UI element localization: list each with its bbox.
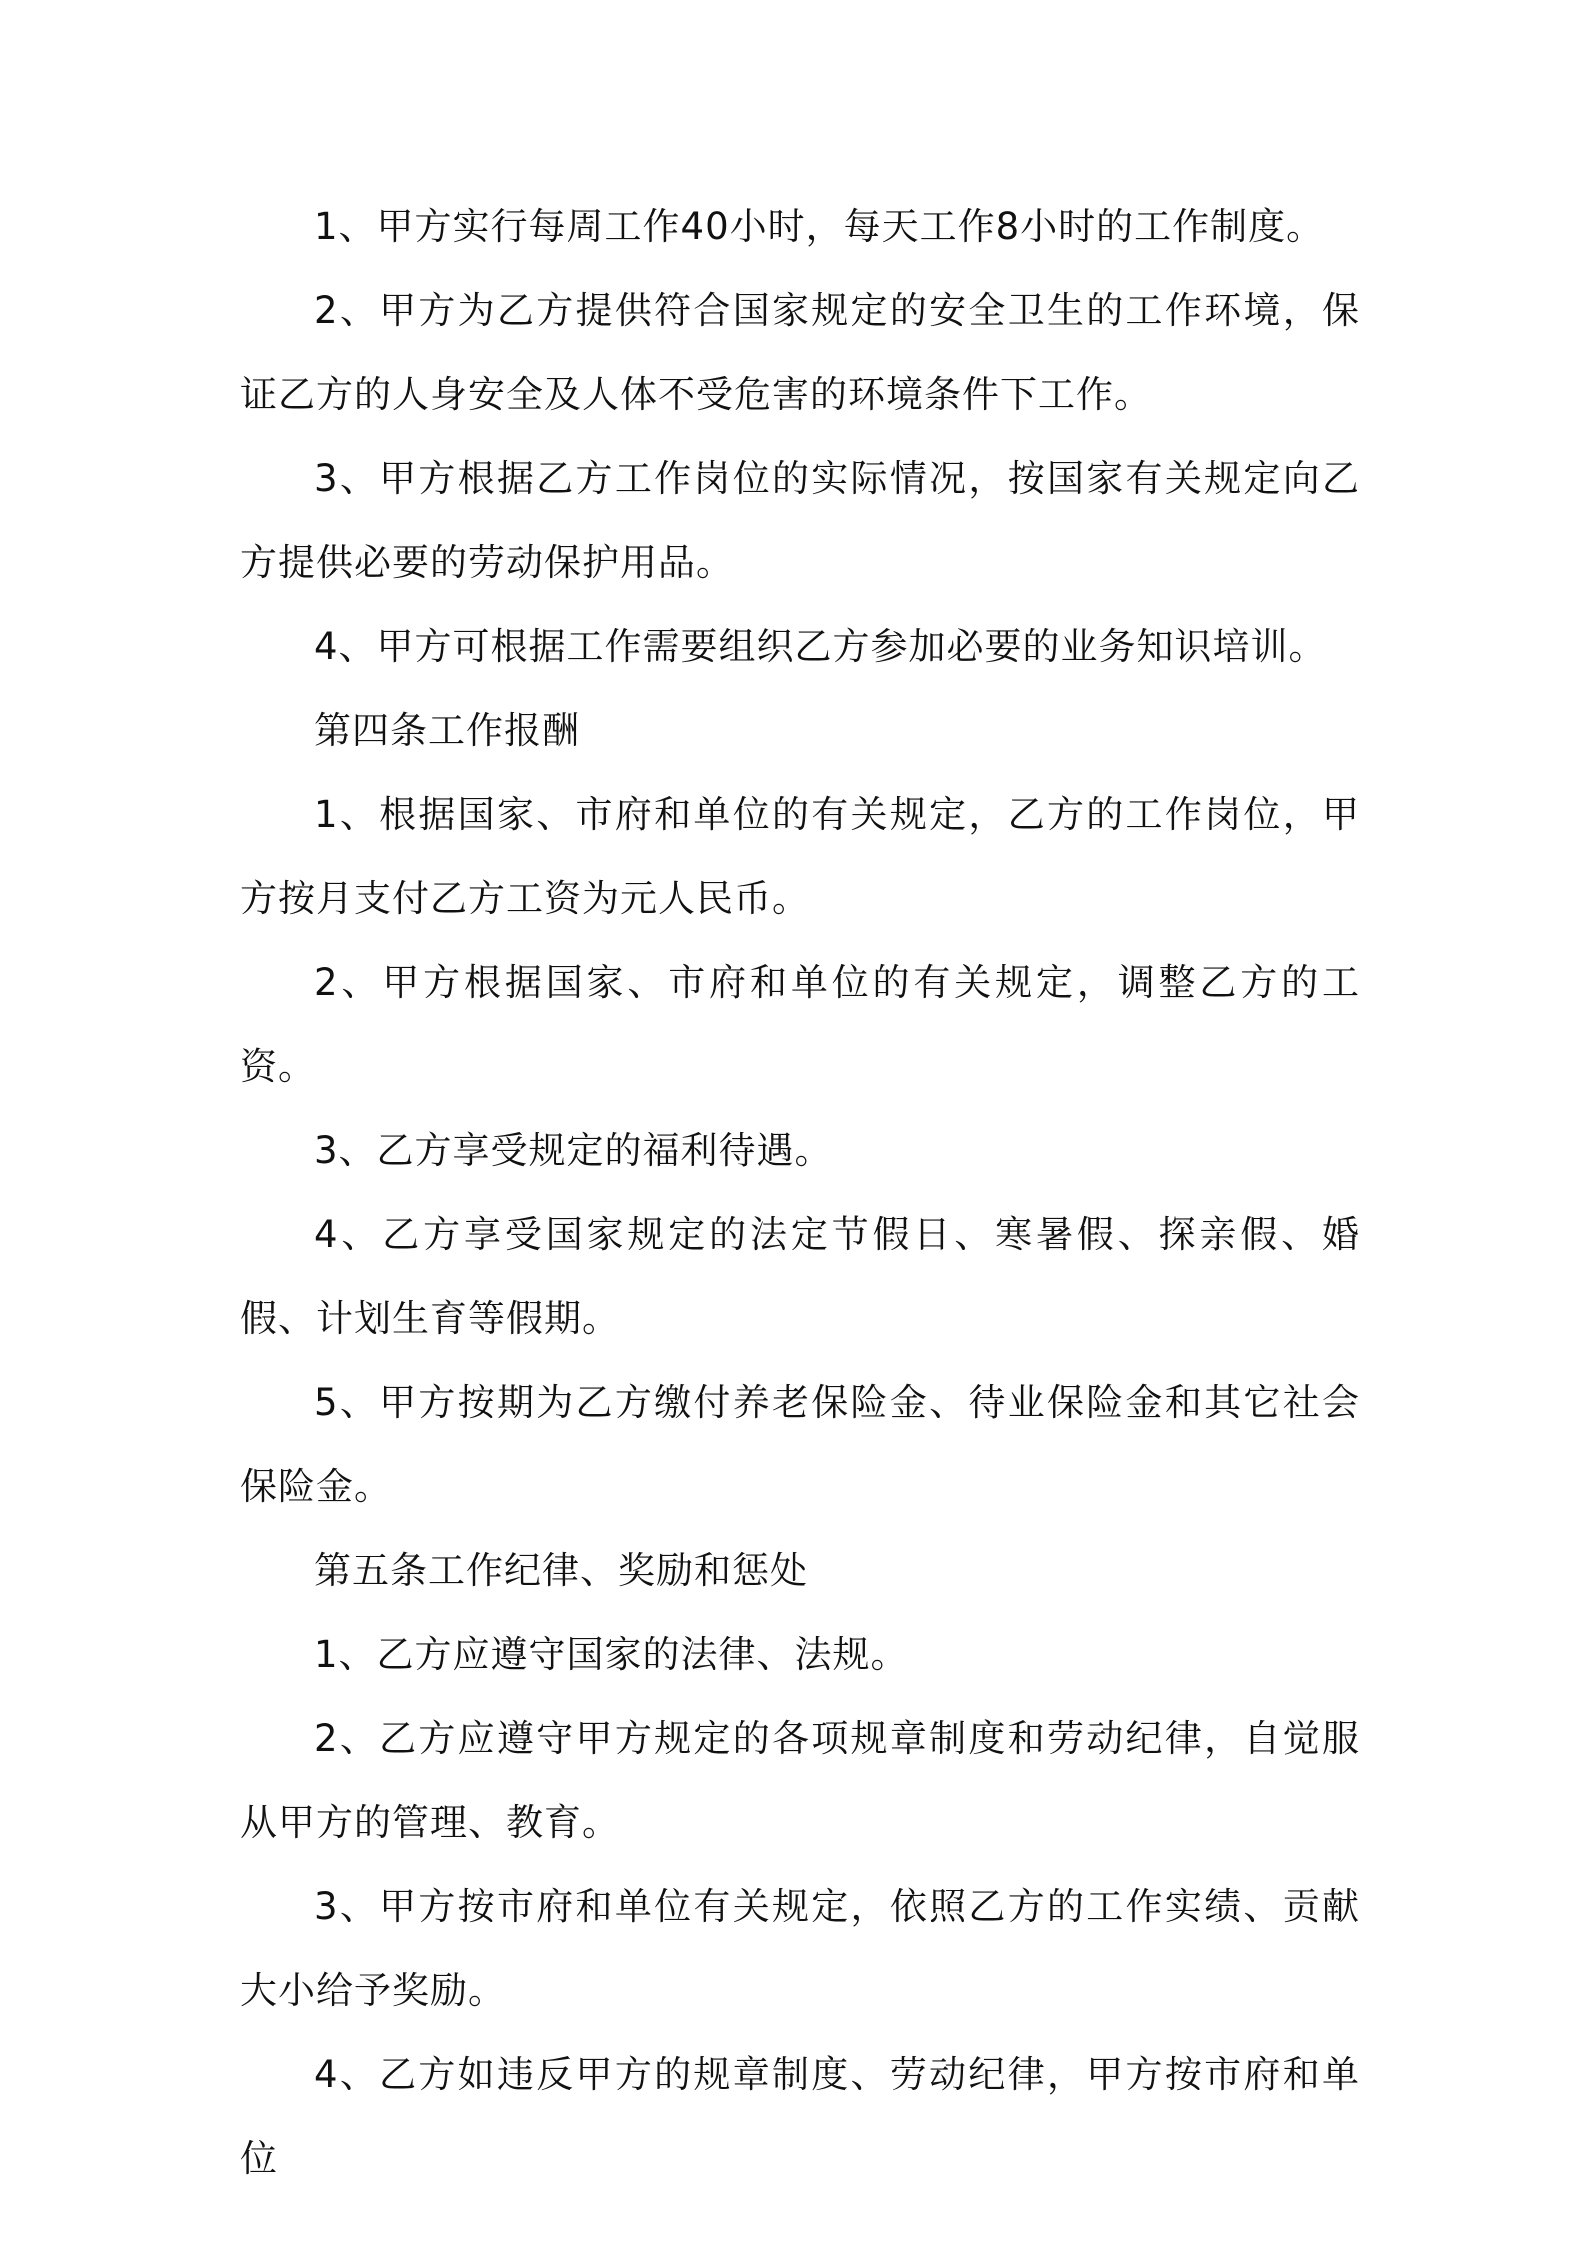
section-heading-article-4: 第四条工作报酬 — [314, 709, 580, 752]
paragraph-rewards: 3、甲方按市府和单位有关规定，依照乙方的工作实绩、贡献大小给予奖励。 — [240, 1885, 1360, 2012]
document-body — [240, 185, 1360, 2201]
paragraph-welfare: 3、乙方享受规定的福利待遇。 — [314, 1129, 833, 1172]
paragraph-protective-equipment: 3、甲方根据乙方工作岗位的实际情况，按国家有关规定向乙方提供必要的劳动保护用品。 — [240, 457, 1360, 584]
paragraph-salary-adjustment: 2、甲方根据国家、市府和单位的有关规定，调整乙方的工资。 — [240, 961, 1360, 1088]
paragraph-rules: 2、乙方应遵守甲方规定的各项规章制度和劳动纪律，自觉服从甲方的管理、教育。 — [240, 1717, 1360, 1844]
section-heading-article-5: 第五条工作纪律、奖励和惩处 — [314, 1549, 808, 1592]
paragraph-laws: 1、乙方应遵守国家的法律、法规。 — [314, 1633, 909, 1676]
paragraph-violations: 4、乙方如违反甲方的规章制度、劳动纪律，甲方按市府和单位 — [240, 2053, 1360, 2180]
paragraph-holidays: 4、乙方享受国家规定的法定节假日、寒暑假、探亲假、婚假、计划生育等假期。 — [240, 1213, 1360, 1340]
paragraph-insurance: 5、甲方按期为乙方缴付养老保险金、待业保险金和其它社会保险金。 — [240, 1381, 1360, 1508]
paragraph-work-hours: 1、甲方实行每周工作40小时，每天工作8小时的工作制度。 — [314, 205, 1325, 248]
paragraph-work-environment: 2、甲方为乙方提供符合国家规定的安全卫生的工作环境，保证乙方的人身安全及人体不受危害的环境条件下工作。 — [240, 289, 1360, 416]
paragraph-salary-payment: 1、根据国家、市府和单位的有关规定，乙方的工作岗位，甲方按月支付乙方工资为元人民币。 — [240, 793, 1360, 920]
paragraph-training: 4、甲方可根据工作需要组织乙方参加必要的业务知识培训。 — [314, 625, 1327, 668]
